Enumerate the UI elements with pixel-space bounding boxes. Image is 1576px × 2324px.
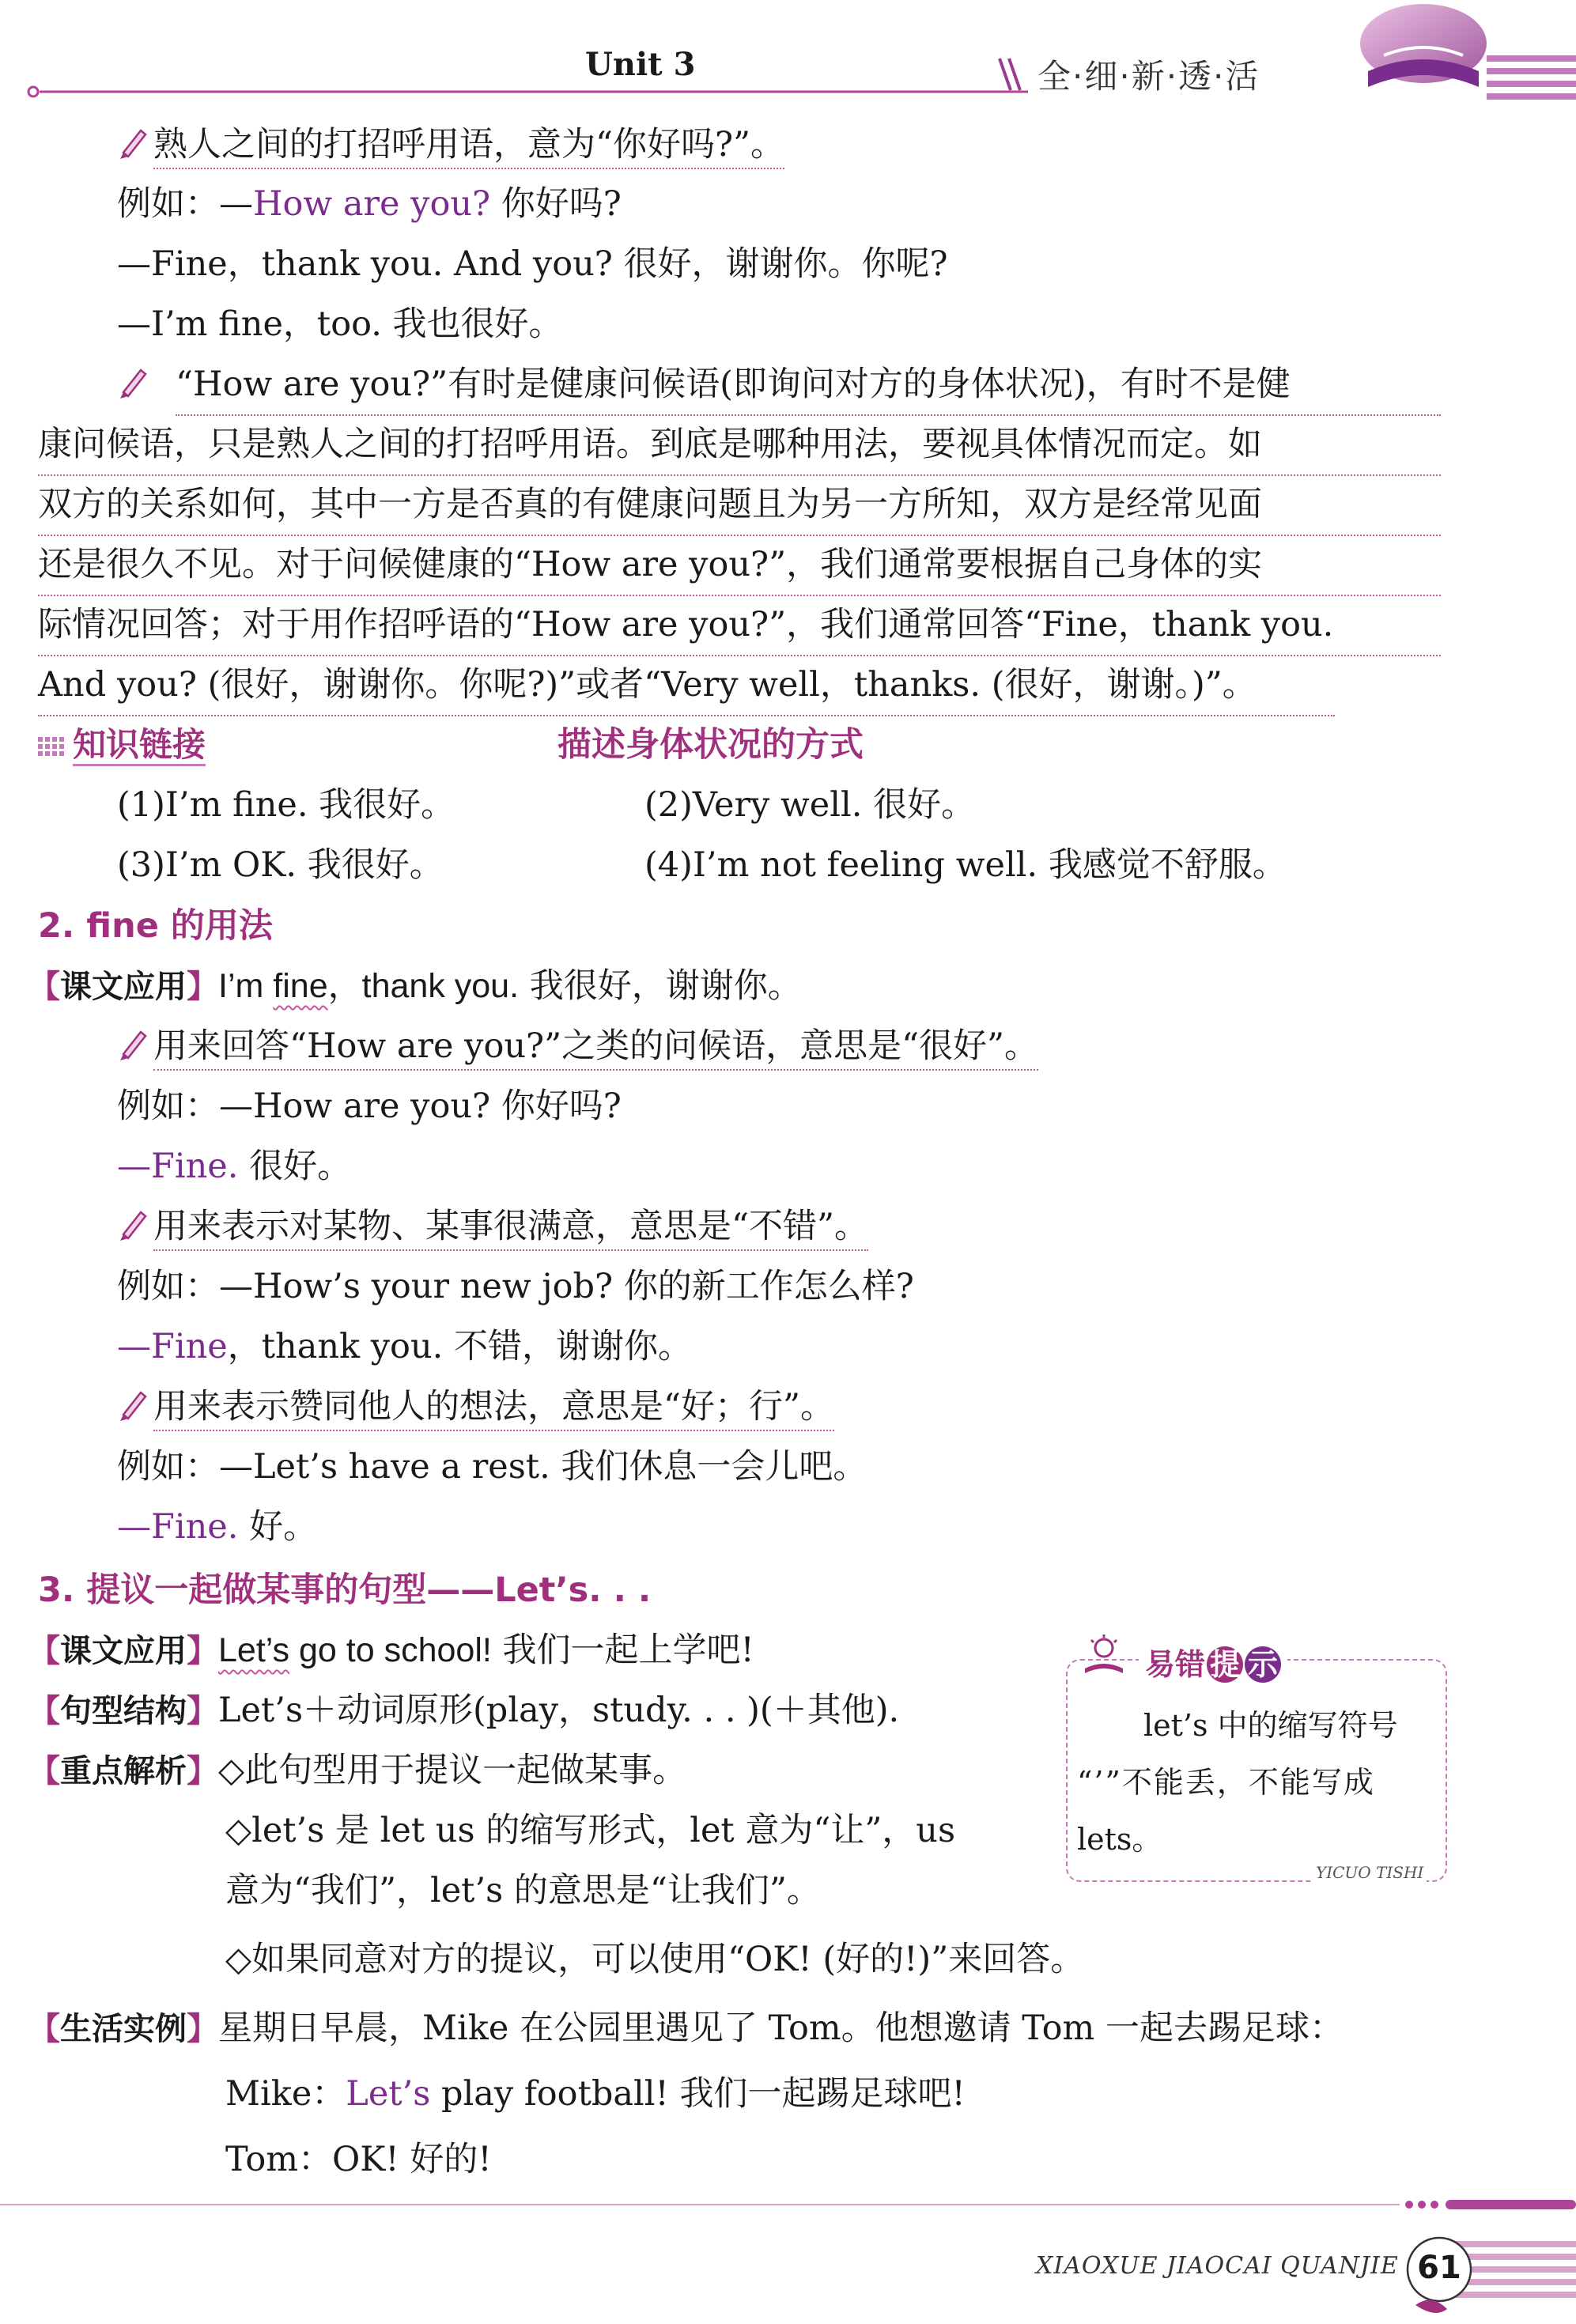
paragraph-line: “How are you?”有时是健康问候语(即询问对方的身体状况)，有时不是健	[176, 354, 1441, 416]
analysis-line	[28, 1740, 686, 1801]
life-example-line	[28, 1998, 1344, 2059]
footer-rule	[0, 2190, 1576, 2222]
text-application-line	[28, 1620, 754, 1681]
note-line	[117, 1196, 868, 1256]
life-text: 星期日早晨，Mike 在公园里遇见了 Tom。他想邀请 Tom 一起去踢足球：	[218, 2008, 1344, 2048]
example-line: —I’m fine，too. 我也很好。	[117, 304, 563, 344]
link-item: (1)I’m fine. 我很好。	[117, 785, 455, 825]
tip-line: lets。	[1077, 1822, 1162, 1857]
dialogue-text: play football! 我们一起踢足球吧!	[430, 2074, 966, 2114]
example-line: —Fine，thank you. And you? 很好，谢谢你。你呢?	[117, 244, 948, 284]
paragraph-line: And you? (很好，谢谢你。你呢?)”或者“Very well，thanks. (很好，谢谢。)”。	[38, 655, 1335, 716]
speaker-mike: Mike：	[225, 2074, 346, 2114]
knowledge-link-text: 知识链接	[73, 725, 206, 766]
paragraph-line: 还是很久不见。对于问候健康的“How are you?”，我们通常要根据自己身体的实	[38, 535, 1441, 596]
slash-marks-icon	[996, 55, 1028, 95]
example-line	[117, 1497, 317, 1557]
paragraph-line: 双方的关系如何，其中一方是否真的有健康问题且为另一方所知，双方是经常见面	[38, 474, 1441, 536]
analysis-point: ◇如果同意对方的提议，可以使用“OK! (好的!)”来回答。	[225, 1940, 1085, 1979]
paragraph-line: 康问候语，只是熟人之间的打招呼用语。到底是哪种用法，要视具体情况而定。如	[38, 414, 1441, 476]
pencil-icon	[117, 126, 149, 161]
analysis-point: ◇let’s 是 let us 的缩写形式，let 意为“让”，us	[225, 1811, 956, 1850]
note-line	[117, 1377, 834, 1437]
note-text: 熟人之间的打招呼用语，意为“你好吗?”。	[153, 125, 784, 169]
tag-life-example: 【生活实例】	[28, 2011, 218, 2047]
app-en-pre: I’m	[218, 967, 274, 1005]
example-line	[117, 1136, 351, 1196]
analysis-point: 意为“我们”，let’s 的意思是“让我们”。	[225, 1871, 821, 1910]
tag-key-analysis: 【重点解析】	[28, 1753, 218, 1789]
note-line	[117, 1016, 1038, 1076]
section-heading: 3. 提议一起做某事的句型——Let’s. . .	[38, 1570, 652, 1610]
example-rest: ，thank you. 不错，谢谢你。	[227, 1327, 692, 1366]
page-number: 61	[1417, 2250, 1461, 2286]
text-application-line	[28, 956, 802, 1017]
unit-label: Unit 3	[585, 46, 696, 83]
tip-box	[1066, 1647, 1447, 1882]
book-logo-icon	[1344, 0, 1576, 119]
knowledge-link-title: 描述身体状况的方式	[557, 725, 864, 765]
app-chinese: 我们一起上学吧!	[502, 1631, 754, 1670]
tip-pinyin: YICUO TISHI	[1313, 1863, 1427, 1882]
header-rule	[24, 79, 1574, 103]
tag-text-application: 【课文应用】	[28, 969, 218, 1005]
knowledge-link-label	[38, 715, 206, 775]
example-english: —Fine.	[117, 1147, 239, 1186]
section-heading: 2. fine 的用法	[38, 906, 273, 946]
note-line	[117, 115, 784, 175]
example-prefix: 例如：—	[117, 184, 253, 224]
example-line	[117, 174, 622, 234]
tip-title: 易错 提 示	[1139, 1640, 1287, 1683]
example-line: 例如：—How’s your new job? 你的新工作怎么样?	[117, 1267, 914, 1306]
example-english: —Fine	[117, 1327, 228, 1366]
app-keyword: Let’s	[218, 1631, 290, 1669]
link-item: (4)I’m not feeling well. 我感觉不舒服。	[644, 845, 1287, 885]
example-english: —Fine.	[117, 1507, 239, 1547]
app-english: go to school!	[289, 1631, 492, 1669]
header-slogan: 全·细·新·透·活	[1037, 57, 1260, 96]
dialogue-line: Tom：OK! 好的!	[225, 2140, 492, 2179]
lightbulb-book-icon	[1080, 1634, 1128, 1681]
note-text: 用来回答“How are you?”之类的问候语，意思是“很好”。	[153, 1026, 1038, 1071]
link-item: (3)I’m OK. 我很好。	[117, 845, 444, 885]
note-text: 用来表示赞同他人的想法，意思是“好；行”。	[153, 1387, 834, 1431]
example-line: 例如：—Let’s have a rest. 我们休息一会儿吧。	[117, 1447, 867, 1487]
pencil-icon	[117, 1207, 149, 1242]
example-chinese: 好。	[249, 1507, 318, 1547]
example-line	[117, 1317, 692, 1377]
paragraph-line: 际情况回答；对于用作招呼语的“How are you?”，我们通常回答“Fine，thank you.	[38, 595, 1441, 656]
analysis-point: ◇此句型用于提议一起做某事。	[218, 1751, 687, 1790]
example-chinese: 你好吗?	[501, 184, 622, 224]
app-en-post: ，thank you.	[327, 967, 520, 1005]
structure-line	[28, 1680, 899, 1741]
tag-text-application: 【课文应用】	[28, 1633, 218, 1669]
example-chinese: 很好。	[249, 1147, 352, 1186]
pencil-icon	[117, 365, 149, 400]
tip-line: let’s 中的缩写符号	[1143, 1708, 1398, 1743]
dialogue-keyword: Let’s	[346, 2074, 431, 2114]
example-english: How are you?	[253, 184, 491, 224]
footer-series: XIAOXUE JIAOCAI QUANJIE	[1036, 2252, 1399, 2280]
structure-text: Let’s＋动词原形(play，study. . . )(＋其他).	[218, 1691, 900, 1730]
pencil-icon	[117, 1388, 149, 1423]
note-text: 用来表示对某物、某事很满意，意思是“不错”。	[153, 1207, 868, 1251]
tag-sentence-structure: 【句型结构】	[28, 1693, 218, 1729]
link-item: (2)Very well. 很好。	[644, 785, 976, 825]
app-keyword: fine	[273, 967, 328, 1005]
tip-line: “’”不能丢，不能写成	[1077, 1765, 1375, 1800]
example-line: 例如：—How are you? 你好吗?	[117, 1086, 622, 1126]
dialogue-line	[225, 2064, 966, 2124]
app-chinese: 我很好，谢谢你。	[529, 966, 802, 1006]
grid-dots-icon	[38, 734, 68, 758]
pencil-icon	[117, 1027, 149, 1062]
